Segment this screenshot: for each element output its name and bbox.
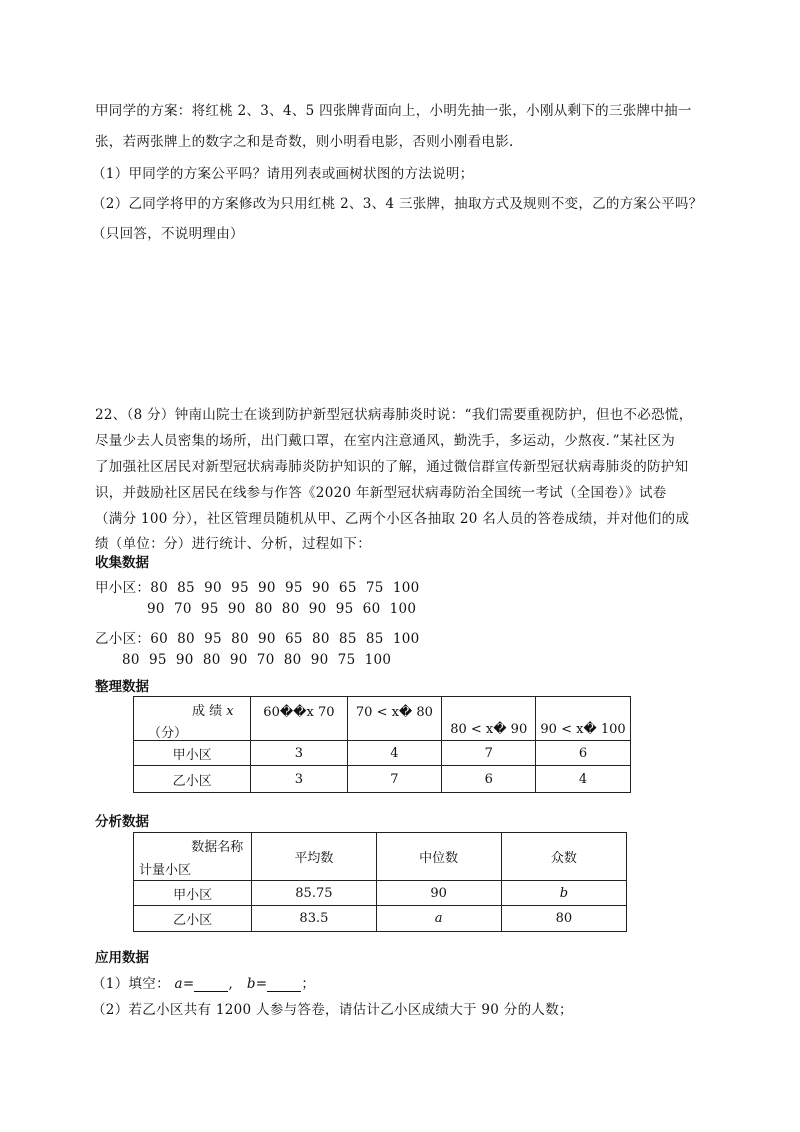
apply-heading: 应用数据 — [95, 950, 149, 966]
q21-question-2-note: （只回答，不说明理由） — [92, 226, 244, 242]
q22-text-5: （满分 100 分），社区管理员随机从甲、乙两个小区各抽取 20 名人员的答卷成绩，并对他们的成 — [95, 511, 690, 527]
cell-value: 6 — [442, 766, 536, 793]
frequency-header-corner — [134, 697, 251, 741]
q21-text-1: 甲同学的方案：将红桃 2、3、4、5 四张牌背面向上，小明先抽一张，小刚从剩下的三张牌中抽一 — [95, 103, 692, 119]
frequency-row-jia — [134, 741, 631, 766]
jia-data-row-1 — [95, 576, 420, 596]
header-unit-label: （分） — [148, 726, 188, 741]
q21-question-1: （1）甲同学的方案公平吗？请用列表或画树状图的方法说明； — [92, 166, 474, 182]
header-district: 计量小区 — [139, 863, 192, 878]
frequency-header-row — [134, 697, 631, 741]
row-name: 乙小区 — [134, 906, 252, 932]
cell-value: 4 — [536, 766, 631, 793]
cell-value: 90 — [376, 881, 501, 906]
header-data-name: 数据名称 — [191, 840, 244, 855]
cell-value: 83.5 — [252, 906, 376, 932]
analyze-heading: 分析数据 — [95, 814, 149, 830]
yi-data-row-1 — [95, 627, 420, 647]
q21-question-2: （2）乙同学将甲的方案修改为只用红桃 2、3、4 三张牌，抽取方式及规则不变，乙的方案公平吗？ — [92, 196, 703, 212]
fill-prompt: （1）填空： — [92, 976, 170, 992]
apply-question-2: （2）若乙小区共有 1200 人参与答卷，请估计乙小区成绩大于 90 分的人数； — [92, 1002, 573, 1018]
collect-heading: 收集数据 — [95, 555, 149, 571]
blank-b[interactable] — [267, 978, 301, 992]
cell-value: 4 — [347, 741, 442, 766]
q22-text-4: 识，并鼓励社区居民在线参与作答《2020 年新型冠状病毒防治全国统一考试（全国卷）》试卷 — [95, 485, 667, 501]
apply-question-1: （1）填空： a= , b= ； — [92, 976, 316, 992]
cell-value: 7 — [442, 741, 536, 766]
statistics-row-yi — [134, 906, 627, 932]
var-a: a — [174, 976, 183, 992]
frequency-table — [133, 696, 631, 793]
q22-text-2: 尽量少去人员密集的场所，出门戴口罩，在室内注意通风，勤洗手，多运动，少熬夜．”某社区为 — [95, 433, 676, 449]
q21-text-2: 张，若两张牌上的数字之和是奇数，则小明看电影，否则小刚看电影. — [95, 134, 514, 150]
col-range-4: 90 < x� 100 — [536, 697, 631, 741]
cell-value: 7 — [347, 766, 442, 793]
yi-values-1: 60 80 95 80 90 65 80 85 85 100 — [150, 631, 420, 647]
q22-text-3: 了加强社区居民对新型冠状病毒肺炎防护知识的了解，通过微信群宣传新型冠状病毒肺炎的防护知 — [95, 459, 689, 475]
q22-text-6: 绩（单位：分）进行统计、分析，过程如下： — [95, 536, 371, 552]
cell-value: 3 — [251, 766, 347, 793]
row-name: 甲小区 — [134, 741, 251, 766]
header-score-label: 成 绩 — [192, 704, 223, 719]
jia-values-1: 80 85 90 95 90 95 90 65 75 100 — [150, 580, 420, 596]
statistics-header-corner — [134, 833, 252, 881]
blank-a[interactable] — [194, 978, 228, 992]
col-range-1: 60��x 70 — [251, 697, 347, 741]
col-range-3: 80 < x� 90 — [442, 697, 536, 741]
jia-data-row-2: 90 70 95 90 80 80 90 95 60 100 — [147, 601, 417, 617]
cell-value: b — [501, 881, 626, 906]
var-b: b — [246, 976, 256, 992]
col-mode: 众数 — [501, 833, 626, 881]
col-mean: 平均数 — [252, 833, 376, 881]
equals-sign: = — [182, 976, 195, 992]
q22-text-1: 22、（8 分）钟南山院士在谈到防护新型冠状病毒肺炎时说：“我们需要重视防护，但也不必恐慌， — [95, 407, 693, 423]
row-name: 乙小区 — [134, 766, 251, 793]
cell-value: 85.75 — [252, 881, 376, 906]
row-name: 甲小区 — [134, 881, 252, 906]
equals-sign: = — [255, 976, 268, 992]
cell-value: a — [376, 906, 501, 932]
col-range-2: 70 < x� 80 — [347, 697, 442, 741]
header-score-var: x — [226, 704, 234, 719]
col-median: 中位数 — [376, 833, 501, 881]
cell-value: 80 — [501, 906, 626, 932]
organize-heading: 整理数据 — [95, 679, 149, 695]
statistics-header-row — [134, 833, 627, 881]
statistics-table — [133, 832, 627, 932]
frequency-row-yi — [134, 766, 631, 793]
cell-value: 6 — [536, 741, 631, 766]
jia-label: 甲小区： — [95, 580, 151, 596]
semicolon: ； — [301, 976, 316, 992]
yi-label: 乙小区： — [95, 631, 151, 647]
statistics-row-jia — [134, 881, 627, 906]
yi-data-row-2: 80 95 90 80 90 70 80 90 75 100 — [122, 652, 392, 668]
cell-value: 3 — [251, 741, 347, 766]
